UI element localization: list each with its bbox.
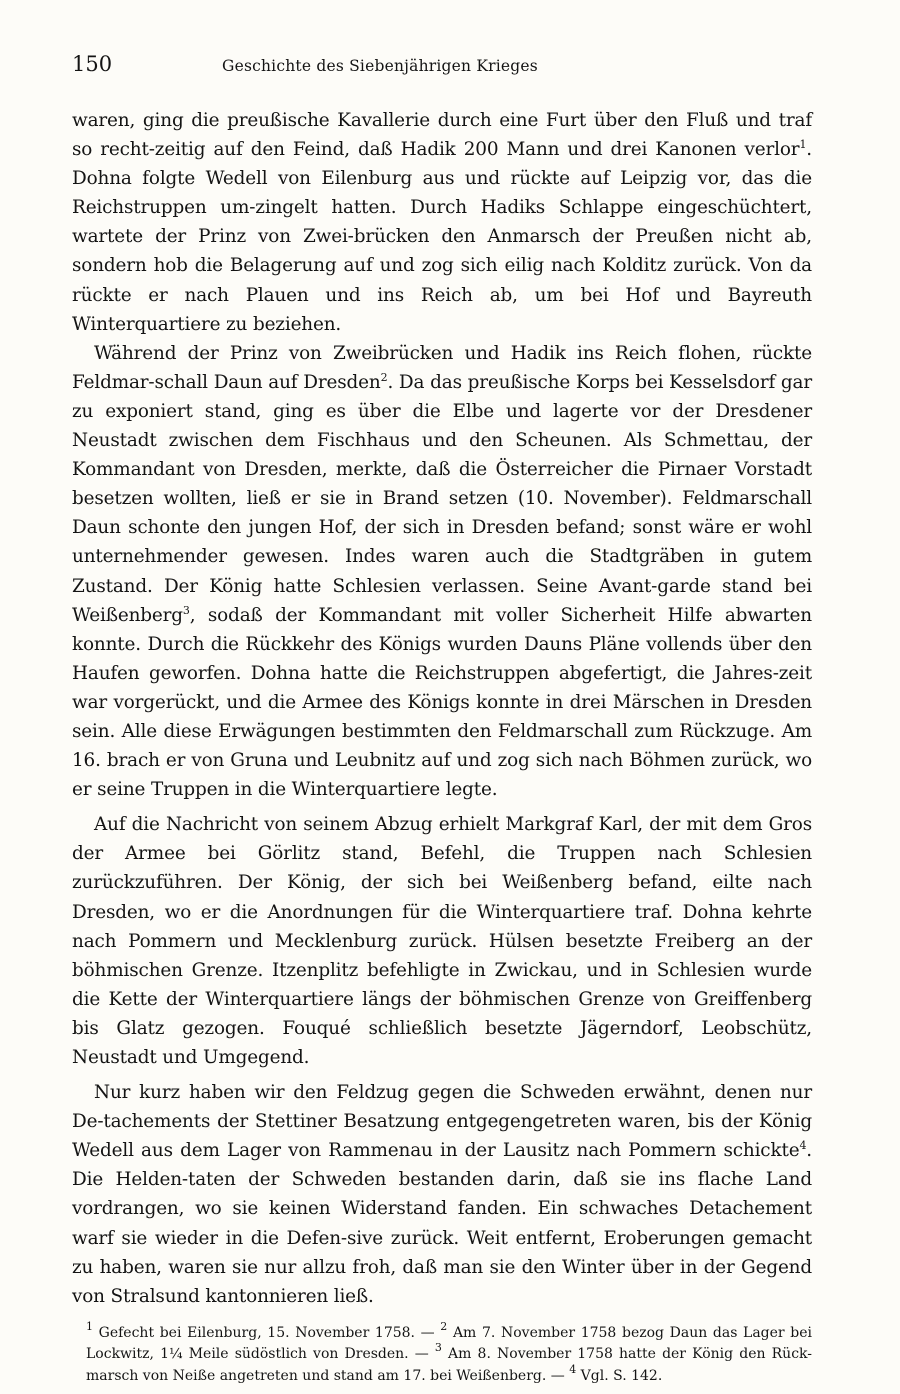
footnote-ref-3[interactable]: 3: [182, 603, 190, 617]
footnote-4: $^4$ Vgl. S. 142.: [569, 1362, 663, 1384]
footnote-ref-1[interactable]: 1: [799, 138, 807, 152]
footnote-ref-2[interactable]: 2: [380, 370, 388, 384]
footnote-3: $^3$ Am 8. November 1758 hatte der König den Rück-marsch von Neiße angetreten und stand am 17. bei Weißenberg. —: [86, 1341, 812, 1384]
footnote-ref-4[interactable]: 4: [799, 1139, 807, 1153]
paragraph-3: Auf die Nachricht von seinem Abzug erhielt Markgraf Karl, der mit dem Gros der Armee bei Görlitz stand, Befehl, die Truppen nach Schlesien zurückzuführen. Der König, der sich bei Weißenberg befand, eilte nach Dresden, wo er die Anordnungen für die Winterquartiere traf. Dohna kehrte nach Pommern und Mecklenburg zurück. Hülsen besetzte Freiberg an der böhmischen Grenze. Itzenplitz befehligte in Zwickau, und in Schlesien wurde die Kette der Winterquartiere längs der böhmischen Grenze von Greiffenberg bis Glatz gezogen. Fouqué schließlich besetzte Jägerndorf, Leobschütz, Neustadt und Umgegend.: [72, 814, 812, 1068]
body-text: [72, 106, 812, 1311]
page-header: [72, 52, 812, 96]
footnote-1: $^1$ Gefecht bei Eilenburg, 15. November 1758. —: [86, 1319, 441, 1341]
paragraph-2: Während der Prinz von Zweibrücken und Hadik ins Reich flohen, rückte Feldmar-schall Daun auf Dresden$^2$. Da das preußische Korps bei Kesselsdorf gar zu exponiert stand, ging es über die Elbe und lagerte vor der Dresdener Neustadt zwischen dem Fischhaus und den Scheunen. Als Schmettau, der Kommandant von Dresden, merkte, daß die Österreicher die Pirnaer Vorstadt besetzen wollten, ließ er sie in Brand setzen (10. November). Feldmarschall Daun schonte den jungen Hof, der sich in Dresden befand; sonst wäre er wohl unternehmender gewesen. Indes waren auch die Stadtgräben in gutem Zustand. Der König hatte Schlesien verlassen. Seine Avant-garde stand bei Weißenberg$^3$, sodaß der Kommandant mit voller Sicherheit Hilfe abwarten konnte. Durch die Rückkehr des Königs wurden Dauns Pläne vollends über den Haufen geworfen. Dohna hatte die Reichstruppen abgefertigt, die Jahres-zeit war vorgerückt, und die Armee des Königs konnte in drei Märschen in Dresden sein. Alle diese Erwägungen bestimmten den Feldmarschall zum Rückzuge. Am 16. brach er von Gruna und Leubnitz auf und zog sich nach Böhmen zurück, wo er seine Truppen in die Winterquartiere legte.: [72, 342, 812, 801]
paragraph-4: Nur kurz haben wir den Feldzug gegen die Schweden erwähnt, denen nur De-tachements der Stettiner Besatzung entgegengetreten waren, bis der König Wedell aus dem Lager von Rammenau in der Lausitz nach Pommern schickte$^4$. Die Helden-taten der Schweden bestanden darin, daß sie ins flache Land vordrangen, wo sie keinen Widerstand fanden. Ein schwaches Detachement warf sie wieder in die Defen-sive zurück. Weit entfernt, Eroberungen gemacht zu haben, waren sie nur allzu froh, daß man sie den Winter über in der Gegend von Stralsund kantonnieren ließ.: [72, 1082, 812, 1307]
page-number: 150: [72, 52, 113, 76]
running-title: Geschichte des Siebenjährigen Krieges: [222, 57, 538, 75]
document-page: [72, 52, 812, 1387]
footnotes: [72, 1319, 812, 1388]
footnote-2: $^2$ Am 7. November 1758 bezog Daun das Lager bei Lockwitz, 1¼ Meile südöstlich von Dresden. —: [86, 1319, 812, 1363]
paragraph-1: waren, ging die preußische Kavallerie durch eine Furt über den Fluß und traf so recht-zeitig auf den Feind, daß Hadik 200 Mann und drei Kanonen verlor$^1$. Dohna folgte Wedell von Eilenburg aus und rückte auf Leipzig vor, das die Reichstruppen um-zingelt hatten. Durch Hadiks Schlappe eingeschüchtert, wartete der Prinz von Zwei-brücken den Anmarsch der Preußen nicht ab, sondern hob die Belagerung auf und zog sich eilig nach Kolditz zurück. Von da rückte er nach Plauen und ins Reich ab, um bei Hof und Bayreuth Winterquartiere zu beziehen.: [72, 110, 812, 335]
